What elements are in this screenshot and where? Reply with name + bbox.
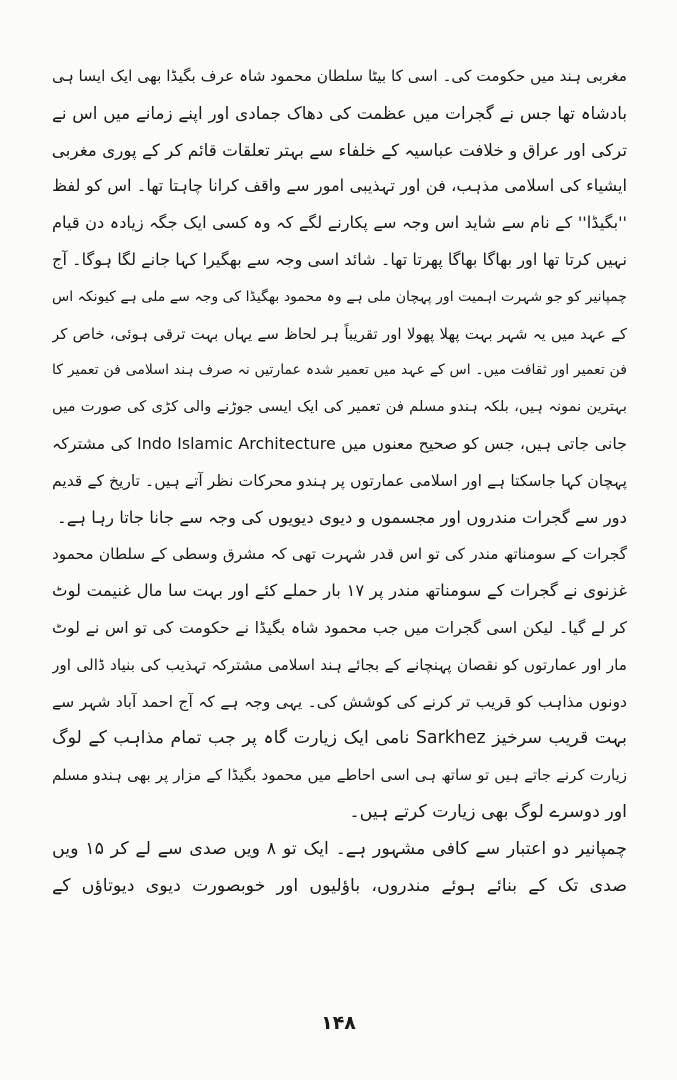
- text-line-7: چمپانیر کو جو شہرت اہمیت اور پہچان ملی ہے وہ محمود بھگیڈا کی وجہ سے ملی ہے کیونکہ اس: [52, 288, 627, 305]
- text-line-22: چمپانیر دو اعتبار سے کافی مشہور ہے۔ ایک تو ۸ ویں صدی سے لے کر ۱۵ ویں: [52, 838, 627, 859]
- text-line-9: فن تعمیر اور ثقافت میں۔ اس کے عہد میں تعمیر شدہ عمارتیں نہ صرف ہند اسلامی فن تعمیر کا: [52, 362, 627, 379]
- text-body: [52, 58, 627, 904]
- text-line-6: نہیں کرتا تھا اور بھاگا بھاگا پھرتا تھا۔ شائد اسی وجہ سے بھگیرا کہا جانے لگا ہوگا۔ آج: [52, 249, 627, 269]
- text-line-21: اور دوسرے لوگ بھی زیارت کرتے ہیں۔: [349, 801, 627, 822]
- text-line-11: جانی جاتی ہیں، جس کو صحیح معنوں میں Indo Islamic Architecture کی مشترکہ: [52, 433, 627, 453]
- text-line-20: زیارت کرنے جاتے ہیں تو ساتھ ہی اسی احاطے میں محمود بگیڈا کے مزار پر بھی ہندو مسلم: [52, 766, 627, 785]
- text-line-3: ترکی اور عراق و خلافت عباسیہ کے خلفاء سے بہتر تعلقات قائم کر کے پوری مغربی: [52, 139, 627, 160]
- text-line-2: بادشاہ تھا جس نے گجرات میں عظمت کی دھاک جمادی اور اپنے زمانے میں اس نے: [52, 102, 627, 123]
- text-line-12: پہچان کہا جاسکتا ہے اور اسلامی عمارتوں پر ہندو محرکات نظر آتے ہیں۔ تاریخ کے قدیم: [52, 471, 627, 490]
- text-line-5: ''بگیڈا'' کے نام سے شاید اس وجہ سے پکارنے لگے کہ وہ کسی ایک جگہ زیادہ دن قیام: [52, 213, 627, 233]
- text-line-19: بہت قریب سرخیز Sarkhez نامی ایک زیارت گاہ پر جب تمام مذاہب کے لوگ: [52, 728, 627, 749]
- text-line-13: دور سے گجرات مندروں اور مجسموں و دیوی دیویوں کی وجہ سے جانا جاتا رہا ہے۔: [57, 507, 627, 527]
- text-line-15: غزنوی نے گجرات کے سومناتھ مندر پر ۱۷ بار حملے کئے اور بہت سا مال غنیمت لوٹ: [52, 581, 627, 601]
- text-line-18: دونوں مذاہب کو قریب تر کرنے کی کوشش کی۔ یہی وجہ ہے کہ آج احمد آباد شہر سے: [52, 692, 627, 711]
- text-line-17: مار اور عمارتوں کو نقصان پہنچانے کے بجائے ہند اسلامی مشترکہ تہذیب کی بنیاد ڈالی اور: [52, 655, 627, 674]
- text-line-10: بہترین نمونہ ہیں، بلکہ ہندو مسلم فن تعمیر کی ایک ایسی جوڑنے والی کڑی کی صورت میں: [52, 398, 627, 416]
- text-line-8: کے عہد میں یہ شہر بہت پھلا پھولا اور تقریباً ہر لحاظ سے یہاں بہت ترقی ہوئی، خاص کر: [52, 324, 627, 343]
- text-line-4: ایشیاء کی اسلامی مذہب، فن اور تہذیبی امور سے واقف کرانا چاہتا تھا۔ اس کو لفظ: [52, 176, 627, 196]
- text-line-16: کر لے گیا۔ لیکن اسی گجرات میں جب محمود شاہ بگیڈا نے حکومت کی تو اس نے لوٹ: [52, 617, 627, 637]
- text-line-14: گجرات کے سومناتھ مندر کی تو اس قدر شہرت تھی کہ مشرق وسطی کے سلطان محمود: [52, 545, 627, 564]
- text-line-23: صدی تک کے بنائے ہوئے مندروں، باؤلیوں اور خوبصورت دیوی دیوتاؤں کے: [52, 875, 627, 896]
- text-line-1: مغربی ہند میں حکومت کی۔ اسی کا بیٹا سلطان محمود شاہ عرف بگیڈا بھی ایک ایسا ہی: [52, 67, 627, 85]
- page-number: ۱۴۸: [321, 1012, 356, 1034]
